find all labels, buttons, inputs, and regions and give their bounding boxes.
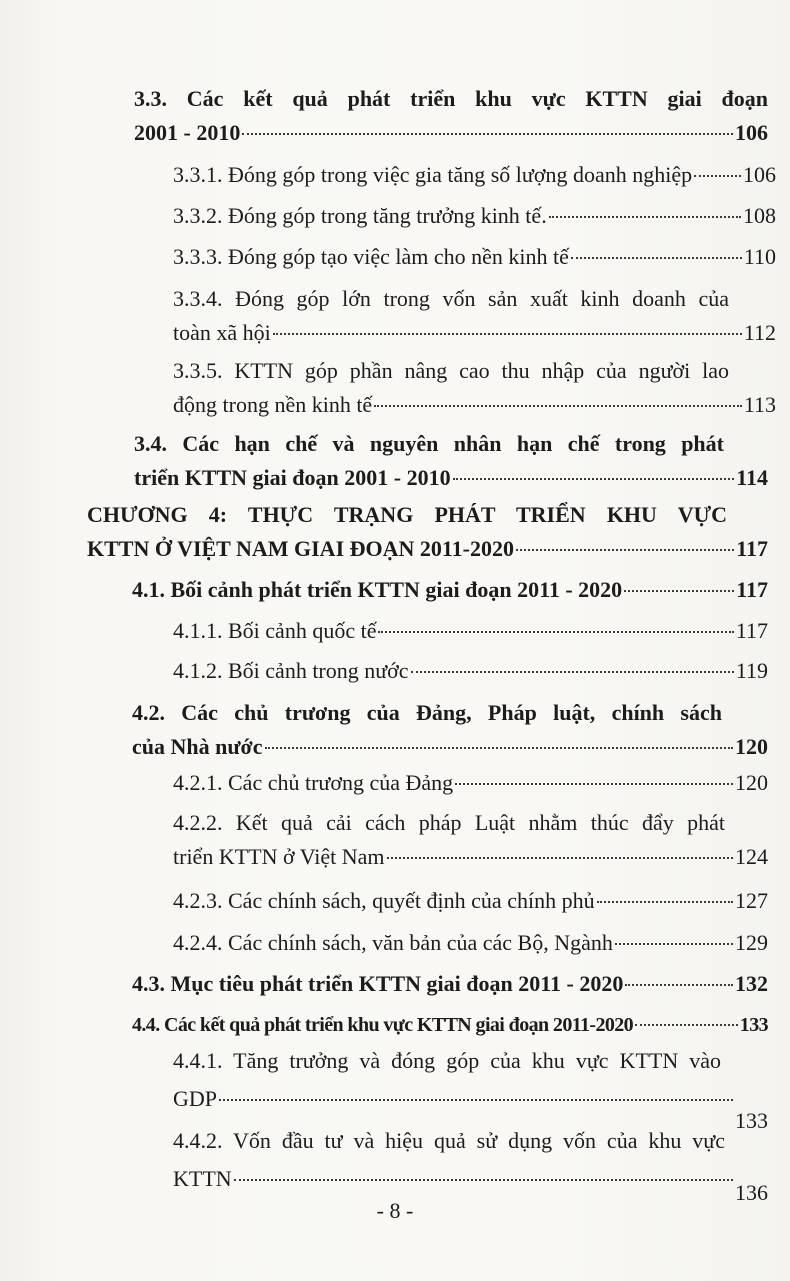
toc-entry-4-2-3[interactable] [173, 884, 768, 918]
toc-page-number: 106 [735, 120, 768, 145]
toc-page-number: 119 [735, 658, 768, 683]
toc-entry-3-3-4[interactable] [173, 282, 776, 350]
leader-dots [615, 943, 733, 945]
toc-entry-title-line2: toàn xã hội [173, 320, 271, 345]
leader-dots [374, 405, 742, 407]
toc-entry-4-2-2[interactable] [173, 806, 768, 874]
toc-entry-3-3-3[interactable] [173, 240, 776, 274]
leader-dots [549, 216, 741, 218]
toc-entry-4-1-1[interactable] [173, 614, 768, 648]
toc-entry-title: 4.4. Các kết quả phát triển khu vực KTTN giai đoạn 2011-2020 [132, 1014, 634, 1036]
toc-entry-title: 3.3.2. Đóng góp trong tăng trưởng kinh tế. [173, 203, 547, 228]
toc-page-number: 114 [736, 465, 768, 490]
leader-dots [265, 747, 733, 749]
toc-entry-title-line1: 4.2.2. Kết quả cải cách pháp Luật nhằm thúc đẩy phát [173, 810, 725, 835]
toc-entry-title-line1: 4.4.2. Vốn đầu tư và hiệu quả sử dụng vốn của khu vực [173, 1128, 725, 1153]
toc-page-number: 136 [735, 1180, 768, 1205]
leader-dots [242, 133, 733, 135]
leader-dots [453, 478, 735, 480]
toc-entry-title: 4.1.2. Bối cảnh trong nước [173, 658, 409, 683]
toc-chapter-title-line2: KTTN Ở VIỆT NAM GIAI ĐOẠN 2011-2020 [87, 536, 515, 561]
leader-dots [597, 901, 733, 903]
toc-entry-4-1[interactable] [132, 573, 768, 607]
toc-entry-3-3-2[interactable] [173, 199, 776, 233]
toc-entry-4-2-4[interactable] [173, 926, 768, 960]
toc-page-number: 133 [739, 1014, 768, 1036]
page-number-footer: - 8 - [376, 1198, 414, 1223]
leader-dots [455, 783, 733, 785]
leader-dots [516, 549, 734, 551]
toc-entry-title-line1: 3.4. Các hạn chế và nguyên nhân hạn chế trong phát [134, 431, 724, 456]
leader-dots [234, 1179, 733, 1181]
toc-entry-title: 4.1. Bối cảnh phát triển KTTN giai đoạn 2011 - 2020 [132, 577, 623, 602]
toc-page-number: 127 [735, 888, 768, 913]
toc-entry-title: 4.2.4. Các chính sách, văn bản của các Bộ, Ngành [173, 930, 613, 955]
leader-dots [219, 1099, 733, 1101]
toc-entry-title-line2: KTTN [173, 1166, 232, 1191]
toc-entry-title-line2: 2001 - 2010 [134, 120, 241, 145]
toc-entry-title: 3.3.1. Đóng góp trong việc gia tăng số lượng doanh nghiệp [173, 162, 693, 187]
toc-page-number: 117 [736, 536, 768, 561]
toc-entry-4-3[interactable] [132, 967, 768, 1001]
toc-chapter-4[interactable] [87, 498, 768, 566]
toc-entry-title-line1: 4.4.1. Tăng trưởng và đóng góp của khu vực KTTN vào [173, 1048, 721, 1073]
leader-dots [624, 590, 734, 592]
toc-entry-title-line2: động trong nền kinh tế [173, 392, 373, 417]
toc-entry-title: 4.2.3. Các chính sách, quyết định của chính phủ [173, 888, 595, 913]
toc-entry-3-4[interactable] [134, 427, 768, 495]
leader-dots [571, 257, 742, 259]
toc-page-number: 117 [736, 577, 768, 602]
toc-entry-title-line1: 3.3.5. KTTN góp phần nâng cao thu nhập của người lao [173, 358, 729, 383]
toc-entry-title: 4.3. Mục tiêu phát triển KTTN giai đoạn 2011 - 2020 [132, 971, 624, 996]
toc-entry-title-line2: GDP [173, 1086, 218, 1111]
toc-entry-3-3-5[interactable] [173, 354, 776, 422]
toc-entry-4-4-2[interactable] [173, 1124, 768, 1205]
toc-page-number: 106 [743, 162, 776, 187]
toc-entry-title-line1: 4.2. Các chủ trương của Đảng, Pháp luật, chính sách [132, 700, 722, 725]
leader-dots [273, 333, 742, 335]
toc-entry-title-line2: triển KTTN giai đoạn 2001 - 2010 [134, 465, 451, 490]
toc-entry-title: 3.3.3. Đóng góp tạo việc làm cho nền kinh tế [173, 244, 569, 269]
toc-entry-title: 4.2.1. Các chủ trương của Đảng [173, 770, 454, 795]
toc-page-number: 108 [743, 203, 776, 228]
toc-entry-title: 4.1.1. Bối cảnh quốc tế [173, 618, 377, 643]
leader-dots [635, 1024, 738, 1026]
leader-dots [411, 671, 734, 673]
toc-page-number: 129 [735, 930, 768, 955]
leader-dots [378, 631, 733, 633]
toc-entry-4-1-2[interactable] [173, 654, 768, 688]
toc-page-number: 120 [735, 734, 768, 759]
toc-page-number: 117 [735, 618, 768, 643]
toc-page-number: 132 [735, 971, 768, 996]
toc-page-number: 112 [743, 320, 776, 345]
toc-entry-4-4[interactable] [132, 1008, 768, 1042]
toc-entry-4-2[interactable] [132, 696, 768, 764]
toc-page-number: 113 [743, 392, 776, 417]
toc-entry-4-4-1[interactable] [173, 1044, 768, 1133]
leader-dots [387, 857, 733, 859]
toc-entry-title-line2: của Nhà nước [132, 734, 263, 759]
toc-entry-title-line1: 3.3. Các kết quả phát triển khu vực KTTN giai đoạn [134, 86, 768, 111]
toc-entry-4-2-1[interactable] [173, 766, 768, 800]
toc-entry-title-line2: triển KTTN ở Việt Nam [173, 844, 385, 869]
toc-entry-title-line1: 3.3.4. Đóng góp lớn trong vốn sản xuất kinh doanh của [173, 286, 729, 311]
toc-entry-3-3[interactable] [134, 82, 768, 150]
toc-chapter-title-line1: CHƯƠNG 4: THỰC TRẠNG PHÁT TRIỂN KHU VỰC [87, 502, 727, 527]
toc-page-number: 124 [735, 844, 768, 869]
toc-page-number: 120 [735, 770, 768, 795]
leader-dots [625, 984, 733, 986]
toc-entry-3-3-1[interactable] [173, 158, 776, 192]
leader-dots [694, 175, 741, 177]
toc-page-number: 133 [735, 1108, 768, 1133]
toc-page-number: 110 [743, 244, 776, 269]
